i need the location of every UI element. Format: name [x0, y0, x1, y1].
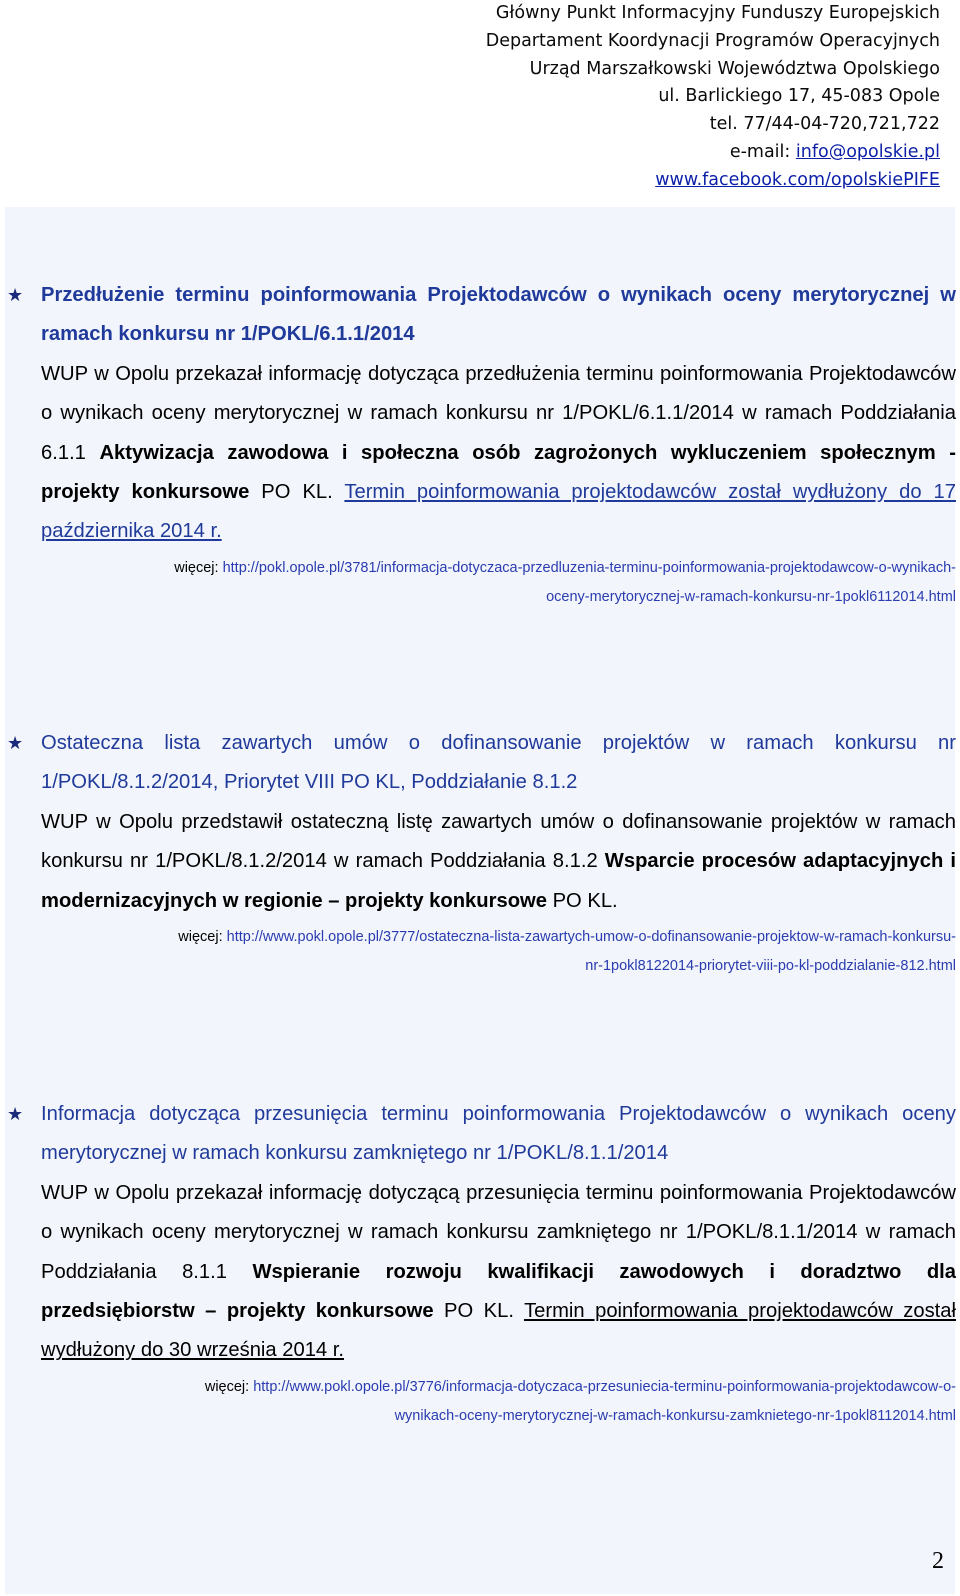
- more-label-2: więcej:: [178, 929, 227, 946]
- star-bullet-icon: ★: [7, 285, 24, 305]
- contact-header: [300, 0, 940, 195]
- more-url-3-line1[interactable]: http://www.pokl.opole.pl/3776/informacja-dotyczaca-przesuniecia-terminu-poinformowania-projektodawcow-o-: [253, 1378, 956, 1395]
- news-body-2-bold: Wsparcie procesów adaptacyjnych i modernizacyjnych w regionie – projekty konkursowe: [41, 850, 956, 912]
- news-title-2-text: Ostateczna lista zawartych umów o dofinansowanie projektów w ramach konkursu nr 1/POKL/8.1.2/2014, Priorytet VIII PO KL, Poddziałanie 8.1.2: [41, 732, 956, 794]
- news-body-1-suffix: PO KL.: [249, 481, 345, 504]
- news-body-1-highlight: Termin poinformowania projektodawców został wydłużony do 17 października 2014 r.: [41, 481, 957, 543]
- more-label-3: więcej:: [204, 1378, 254, 1395]
- star-bullet-icon: ★: [7, 733, 24, 753]
- more-url-1-line2[interactable]: oceny-merytorycznej-w-ramach-konkursu-nr-1pokl6112014.html: [546, 588, 956, 605]
- news-body-3-suffix: PO KL.: [433, 1300, 525, 1323]
- news-body-1-text: WUP w Opolu przekazał informację dotycząca przedłużenia terminu poinformowania Projektodawców o wynikach oceny merytorycznej w ramach konkursu nr 1/POKL/6.1.1/2014 w ramach Poddziałania 6.1.1: [41, 362, 956, 464]
- news-body-3: [41, 1174, 956, 1371]
- news-item-2: [7, 724, 956, 981]
- more-url-3-line2[interactable]: wynikach-oceny-merytorycznej-w-ramach-konkursu-zamknietego-nr-1pokl8112014.html: [394, 1407, 956, 1424]
- news-body-3-highlight: Termin poinformowania projektodawców został wydłużony do 30 września 2014 r.: [41, 1300, 956, 1362]
- facebook-link[interactable]: www.facebook.com/opolskiePIFE: [655, 169, 940, 190]
- header-line-phone: tel. 77/44-04-720,721,722: [709, 114, 940, 135]
- more-url-2-line2[interactable]: nr-1pokl8122014-priorytet-viii-po-kl-poddzialanie-812.html: [585, 958, 956, 975]
- page-number: 2: [932, 1548, 944, 1574]
- header-line-address: ul. Barlickiego 17, 45-083 Opole: [658, 86, 940, 107]
- more-label-1: więcej:: [174, 559, 223, 576]
- news-item-1: [7, 276, 957, 612]
- header-line-org: Główny Punkt Informacyjny Funduszy Europejskich: [495, 3, 940, 23]
- news-body-2-suffix: PO KL.: [546, 889, 618, 912]
- news-item-3: [7, 1095, 956, 1431]
- news-body-3-text: WUP w Opolu przekazał informację dotyczącą przesunięcia terminu poinformowania Projektodawców o wynikach oceny merytorycznej w ramach konkursu zamkniętego nr 1/POKL/8.1.1/2014 w ramach Poddziałania 8.1.1: [41, 1181, 956, 1283]
- news-body-1-bold: Aktywizacja zawodowa i społeczna osób zagrożonych wykluczeniem społecznym - projekty konkursowe: [41, 441, 956, 504]
- news-body-2-text: WUP w Opolu przedstawił ostateczną listę zawartych umów o dofinansowanie projektów w ramach konkursu nr 1/POKL/8.1.2/2014 w ramach Poddziałania 8.1.2: [41, 810, 956, 873]
- header-line-email: [300, 139, 940, 167]
- email-link[interactable]: info@opolskie.pl: [795, 141, 940, 162]
- header-line-office: Urząd Marszałkowski Województwa Opolskiego: [529, 58, 940, 79]
- news-title-1: Przedłużenie terminu poinformowania Projektodawców o wynikach oceny merytorycznej w ramach konkursu nr 1/POKL/6.1.1/2014: [41, 284, 956, 346]
- more-link-1: [41, 554, 956, 612]
- news-body-2: [41, 803, 956, 921]
- email-label: e-mail:: [729, 141, 796, 162]
- more-link-3: [41, 1373, 956, 1431]
- star-bullet-icon: ★: [7, 1104, 24, 1124]
- news-body-1: [41, 355, 956, 552]
- more-url-1-line1[interactable]: http://pokl.opole.pl/3781/informacja-dotyczaca-przedluzenia-terminu-poinformowania-projektodawcow-o-wynikach-: [222, 559, 956, 576]
- more-link-2: [41, 923, 956, 981]
- news-title-3: Informacja dotycząca przesunięcia terminu poinformowania Projektodawców o wynikach oceny merytorycznej w ramach konkursu zamkniętego nr 1/POKL/8.1.1/2014: [41, 1103, 956, 1165]
- news-title-2: [41, 724, 956, 803]
- news-body-3-bold: Wspieranie rozwoju kwalifikacji zawodowych i doradztwo dla przedsiębiorstw – projekty konkursowe: [41, 1260, 956, 1323]
- more-url-2-line1[interactable]: http://www.pokl.opole.pl/3777/ostateczna-lista-zawartych-umow-o-dofinansowanie-projektow-w-ramach-konkursu-: [226, 929, 956, 946]
- header-line-facebook: [300, 167, 940, 195]
- header-line-dept: Departament Koordynacji Programów Operacyjnych: [485, 30, 940, 51]
